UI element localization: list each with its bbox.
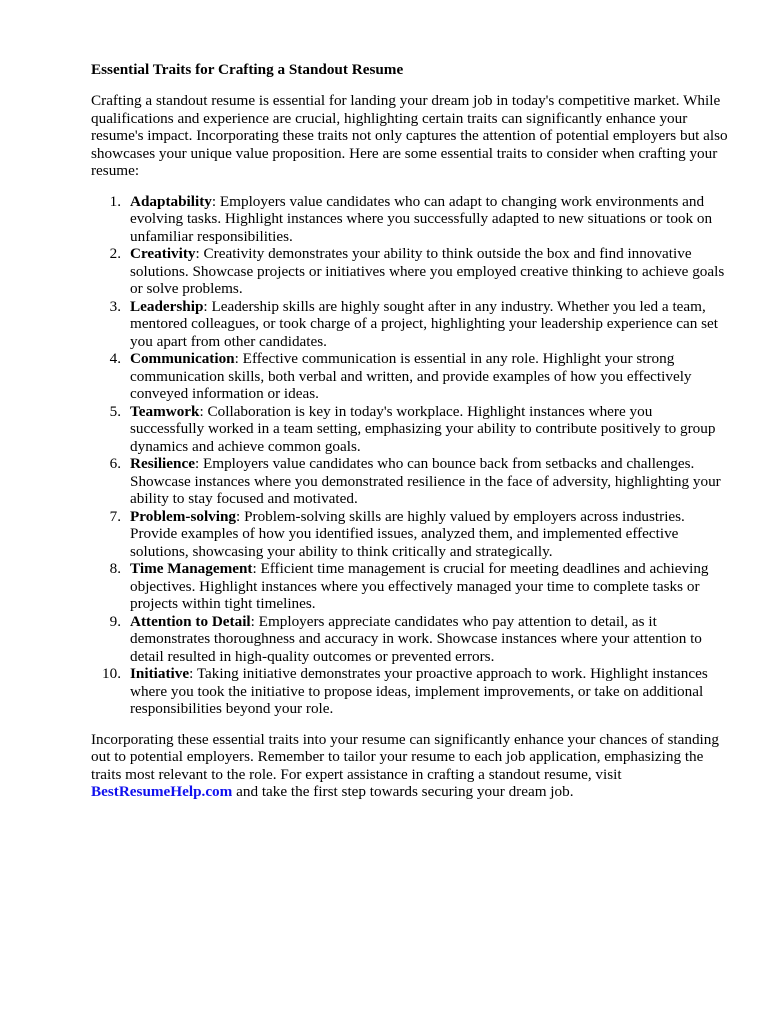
trait-item [91, 665, 728, 718]
trait-name: Communication [130, 350, 235, 367]
trait-description: Effective communication is essential in any role. Highlight your strong communication skills, both verbal and written, and provide examples of how you effectively conveyed information or ideas. [130, 350, 692, 402]
trait-number: 5. [109, 402, 121, 420]
trait-item [91, 508, 728, 561]
trait-number: 10. [102, 665, 121, 682]
trait-separator: : [252, 560, 261, 577]
trait-separator: : [234, 350, 243, 367]
trait-description: Creativity demonstrates your ability to think outside the box and find innovative solutions. Showcase projects or initiatives where you employed creative thinking to achieve goals or solve problems. [130, 245, 725, 297]
trait-description: Employers appreciate candidates who pay attention to detail, as it demonstrates thoroughness and accuracy in work. Showcase instances where your attention to detail resulted in high-quality outcomes or prevented errors. [130, 612, 702, 665]
trait-name: Adaptability [130, 192, 212, 210]
trait-item [91, 350, 728, 403]
trait-number: 9. [109, 612, 121, 630]
trait-description: Taking initiative demonstrates your proactive approach to work. Highlight instances where you took the initiative to propose ideas, implement improvements, or take on additional responsibilities beyond your role. [130, 665, 708, 717]
trait-name: Time Management [130, 560, 253, 577]
trait-separator: : [195, 245, 204, 262]
trait-item [91, 245, 728, 298]
closing-text: Incorporating these essential traits into your resume can significantly enhance your chances of standing out to potential employers. Remember to tailor your resume to each job application, emphasizing the traits most relevant to the role. For expert assistance in crafting a standout resume, visit [91, 730, 719, 783]
trait-number: 6. [109, 455, 121, 472]
intro-paragraph: Crafting a standout resume is essential for landing your dream job in today's competitive market. While qualifications and experience are crucial, highlighting certain traits can significantly enhance your resume's impact. Incorporating these traits not only captures the attention of potential employers but also showcases your unique value proposition. Here are some essential traits to consider when crafting your resume: [91, 92, 728, 179]
trait-item [91, 403, 728, 456]
trait-item [91, 560, 728, 613]
trait-number: 2. [109, 245, 121, 262]
trait-number: 7. [109, 507, 121, 525]
trait-number: 3. [109, 297, 121, 315]
trait-separator: : [203, 297, 212, 315]
traits-list [91, 193, 728, 718]
trait-name: Resilience [130, 455, 195, 472]
trait-separator: : [189, 665, 197, 682]
trait-description: Efficient time management is crucial for meeting deadlines and achieving objectives. Highlight instances where you effectively managed your time to complete tasks or projects within tight timelines. [130, 560, 709, 612]
trait-name: Leadership [130, 297, 204, 315]
trait-name: Attention to Detail [130, 612, 251, 630]
trait-number: 1. [109, 192, 121, 210]
trait-separator: : [199, 402, 208, 420]
closing-paragraph [91, 731, 728, 801]
trait-description: Employers value candidates who can bounce back from setbacks and challenges. Showcase instances where you demonstrated resilience in the face of adversity, highlighting your ability to stay focused and motivated. [130, 455, 721, 507]
trait-separator: : [250, 612, 259, 630]
trait-separator: : [236, 507, 245, 525]
document-title: Essential Traits for Crafting a Standout Resume [91, 61, 404, 78]
trait-number: 4. [109, 350, 121, 367]
trait-name: Teamwork [130, 402, 200, 420]
closing-text-end: and take the first step towards securing your dream job. [232, 783, 574, 800]
trait-description: Problem-solving skills are highly valued by employers across industries. Provide examples of how you identified issues, analyzed them, and implemented effective solutions, showcasing your ability to think critically and strategically. [130, 507, 685, 560]
trait-item [91, 193, 728, 246]
trait-description: Collaboration is key in today's workplace. Highlight instances where you successfully worked in a team setting, emphasizing your ability to contribute positively to group dynamics and achieve common goals. [130, 402, 716, 455]
trait-item [91, 455, 728, 508]
trait-description: Employers value candidates who can adapt to changing work environments and evolving tasks. Highlight instances where you successfully adapted to new situations or took on unfamiliar responsibilities. [130, 192, 713, 245]
trait-separator: : [211, 192, 220, 210]
trait-name: Creativity [130, 245, 196, 262]
trait-name: Problem-solving [130, 507, 237, 525]
trait-number: 8. [109, 560, 121, 577]
trait-name: Initiative [130, 665, 190, 682]
trait-item [91, 613, 728, 666]
trait-separator: : [194, 455, 203, 472]
trait-item [91, 298, 728, 351]
trait-description: Leadership skills are highly sought after in any industry. Whether you led a team, mentored colleagues, or took charge of a project, highlighting your leadership experience can set you apart from other candidates. [130, 297, 719, 350]
best-resume-help-link[interactable]: BestResumeHelp.com [91, 783, 233, 800]
